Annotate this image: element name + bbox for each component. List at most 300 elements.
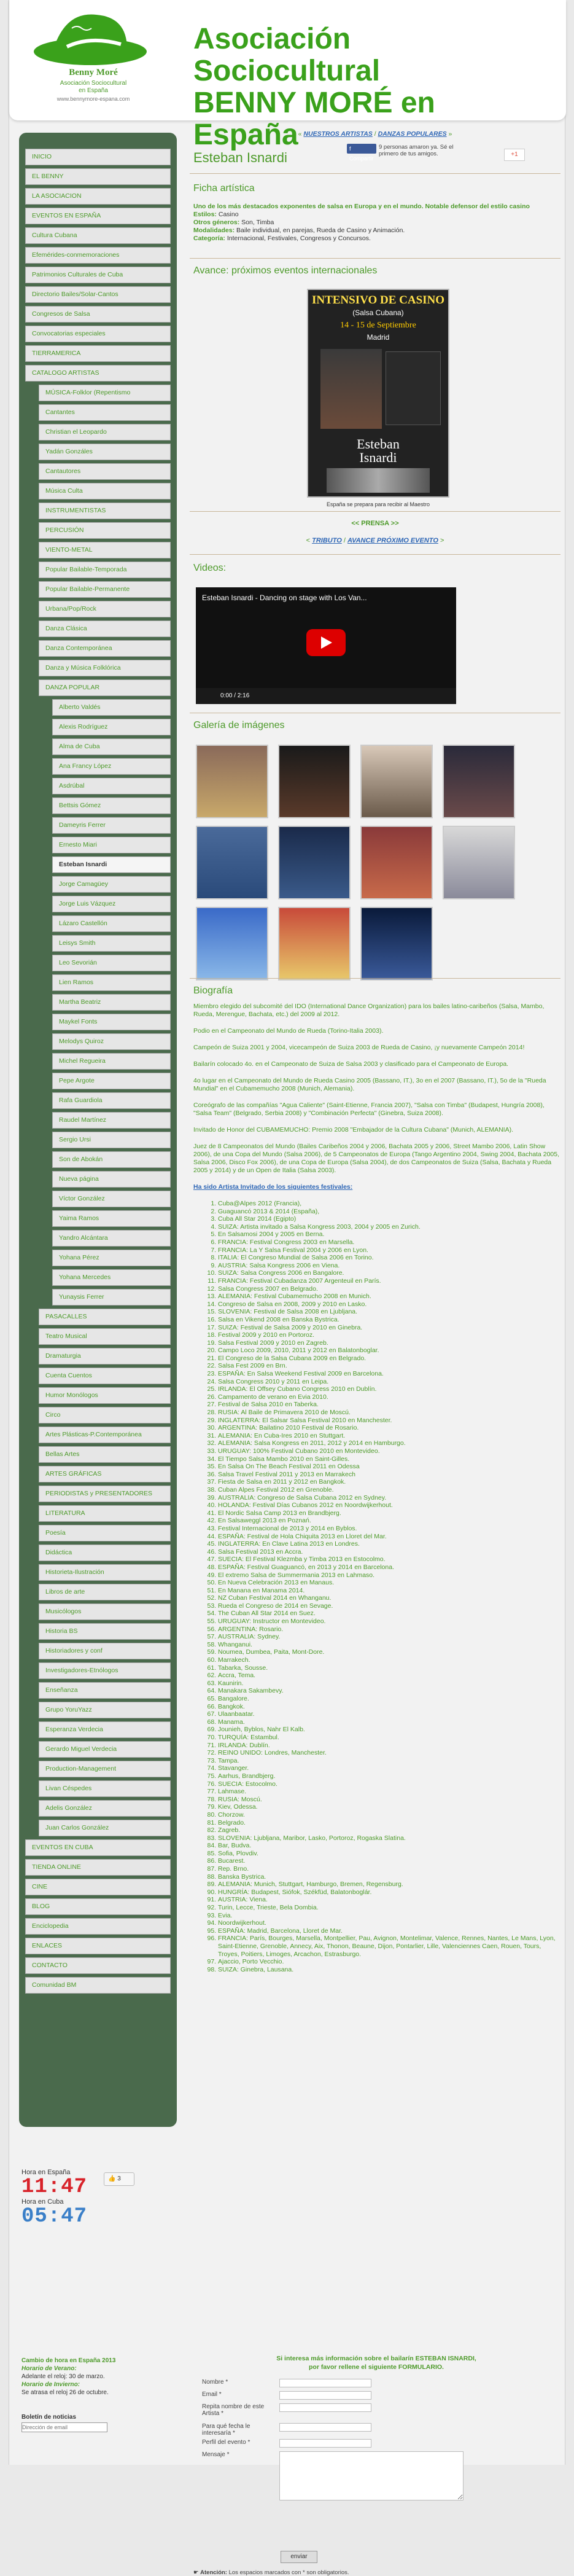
- newsletter-email-input[interactable]: [21, 2422, 107, 2432]
- sidebar-item[interactable]: Enciclopedia: [25, 1918, 171, 1935]
- sidebar-item[interactable]: Música Culta: [39, 483, 171, 499]
- clock-spain-label: Hora en España: [21, 2169, 71, 2176]
- ficha-modalidades-value: Baile individual, en parejas, Rueda de Casino y Animación.: [235, 227, 405, 234]
- form-field-input[interactable]: [279, 2439, 371, 2448]
- festival-item: 91. AUSTRIA: Viena.: [218, 1896, 559, 1904]
- sidebar-item[interactable]: Grupo YoruYazz: [39, 1702, 171, 1718]
- prensa-link[interactable]: << PRENSA >>: [351, 520, 399, 527]
- videos-title: Videos:: [193, 563, 227, 573]
- festival-item: 33. URUGUAY: 100% Festival Cubano 2010 en Montevideo.: [218, 1447, 559, 1455]
- festival-item: 42. En Salsaweggl 2013 en Poznań.: [218, 1517, 559, 1525]
- festival-item: 14. Congreso de Salsa en 2008, 2009 y 2010 en Lasko.: [218, 1301, 559, 1309]
- sidebar-item[interactable]: Dramaturgia: [39, 1348, 171, 1364]
- sidebar-item[interactable]: Libros de arte: [39, 1584, 171, 1600]
- ficha-generos: [193, 219, 537, 227]
- sidebar-item[interactable]: Popular Bailable-Permanente: [39, 581, 171, 598]
- bio-title: Biografía: [193, 985, 233, 996]
- breadcrumb-sep: /: [372, 130, 378, 138]
- sidebar-item[interactable]: Urbana/Pop/Rock: [39, 601, 171, 617]
- festival-item: 47. SUECIA: El Festival Klezmba y Timba 2013 en Estocolmo.: [218, 1556, 559, 1564]
- bio-paragraph: 4o lugar en el Campeonato del Mundo de Rueda Casino 2005 (Bassano, IT.), 3o en el 2007 (Bassano, IT.), 5o de la "Rueda Mundial" en el Cubamemucho 2008 (Munich, Alemania).: [193, 1077, 546, 1092]
- festival-item: 69. Jounieh, Byblos, Nahr El Kalb.: [218, 1726, 559, 1734]
- breadcrumb-link-artists[interactable]: NUESTROS ARTISTAS: [303, 130, 373, 138]
- festival-item: 88. Banska Bystrica.: [218, 1873, 559, 1881]
- sidebar-item[interactable]: Livan Céspedes: [39, 1780, 171, 1797]
- gallery-title: Galería de imágenes: [193, 720, 285, 730]
- form-note: [193, 2569, 349, 2576]
- tributo-link[interactable]: TRIBUTO: [312, 537, 342, 544]
- form-field-label: Repita nombre de este Artista *: [202, 2403, 265, 2417]
- sidebar-item[interactable]: Congresos de Salsa: [25, 306, 171, 323]
- sidebar-item[interactable]: PASACALLES: [39, 1309, 171, 1325]
- sidebar-item[interactable]: Leisys Smith: [52, 935, 171, 952]
- dst-info: [21, 2357, 175, 2397]
- festival-item: 56. ARGENTINA: Rosario.: [218, 1626, 559, 1634]
- newsletter-title: Boletín de noticias: [21, 2414, 76, 2421]
- sidebar-item[interactable]: Sergio Ursi: [52, 1132, 171, 1148]
- sidebar-item[interactable]: Yadán Gonzáles: [39, 444, 171, 460]
- festival-item: 67. Ulaanbaatar.: [218, 1710, 559, 1718]
- festival-item: 52. NZ Cuban Festival 2014 en Whanganu.: [218, 1594, 559, 1602]
- sidebar-item[interactable]: INICIO: [25, 149, 171, 165]
- sidebar-item[interactable]: Cultura Cubana: [25, 227, 171, 244]
- form-field-input[interactable]: [279, 2379, 371, 2387]
- sidebar-item[interactable]: TIERRAMERICA: [25, 345, 171, 362]
- festival-item: 7. FRANCIA: La Y Salsa Festival 2004 y 2006 en Lyon.: [218, 1247, 559, 1255]
- sidebar-item[interactable]: Didáctica: [39, 1544, 171, 1561]
- sidebar-item[interactable]: Lázaro Castellón: [52, 915, 171, 932]
- gallery-photo[interactable]: [443, 826, 515, 899]
- poster-city-skyline: [327, 468, 430, 493]
- poster-photo-couple: [320, 349, 382, 429]
- festival-item: 30. ARGENTINA: Bailatino 2010 Festival de Rosario.: [218, 1424, 559, 1432]
- festival-item: 11. FRANCIA: Festival Cubadanza 2007 Argenteuil en París.: [218, 1277, 559, 1285]
- sidebar-item[interactable]: Yaima Ramos: [52, 1210, 171, 1227]
- festivals-heading: Ha sido Artista Invitado de los siguientes festivales:: [193, 1183, 353, 1191]
- sidebar-item[interactable]: Teatro Musical: [39, 1328, 171, 1345]
- festival-item: 10. SUIZA: Salsa Congress 2006 en Bangalore.: [218, 1269, 559, 1277]
- video-time: 0:00 / 2:16: [220, 692, 250, 699]
- festival-item: 9. AUSTRIA: Salsa Kongress 2006 en Viena.: [218, 1262, 559, 1270]
- video-controls[interactable]: [196, 688, 456, 704]
- festival-item: 75. Aarhus, Brandbjerg.: [218, 1772, 559, 1780]
- festival-item: 57. AUSTRALIA: Sydney.: [218, 1633, 559, 1641]
- sidebar-item[interactable]: Jorge Luis Vázquez: [52, 896, 171, 912]
- festival-item: 36. Salsa Travel Festival 2011 y 2013 en Marrakech: [218, 1471, 559, 1479]
- sidebar-item[interactable]: CINE: [25, 1879, 171, 1895]
- send-button[interactable]: enviar: [281, 2551, 317, 2563]
- clock-spain-time: 11:47: [21, 2175, 88, 2199]
- sidebar-item[interactable]: Yunaysis Ferrer: [52, 1289, 171, 1306]
- festival-item: 37. Fiesta de Salsa en 2011 y 2012 en Bangkok.: [218, 1478, 559, 1486]
- festival-item: 84. Bar, Budva.: [218, 1842, 559, 1850]
- form-field-label: Perfil del evento *: [202, 2439, 250, 2446]
- facebook-icon: f: [349, 146, 351, 152]
- ficha-estilos-value: Casino: [216, 211, 239, 218]
- divider: [190, 258, 560, 259]
- sidebar-item[interactable]: Comunidad BM: [25, 1977, 171, 1994]
- poster-name: [308, 437, 448, 464]
- sidebar-item[interactable]: LA ASOCIACION: [25, 188, 171, 205]
- sidebar-item[interactable]: Investigadores-Etnólogos: [39, 1662, 171, 1679]
- sidebar-item[interactable]: Historiadores y conf: [39, 1643, 171, 1659]
- ficha-categoria: [193, 235, 537, 243]
- festivals-list: [193, 1200, 559, 1973]
- festival-item: 50. En Nueva Celebración 2013 en Manaus.: [218, 1579, 559, 1587]
- festival-item: 6. FRANCIA: Festival Congress 2003 en Marsella.: [218, 1239, 559, 1247]
- festival-item: 77. Lahmase.: [218, 1788, 559, 1796]
- video-player[interactable]: [196, 587, 456, 704]
- festival-item: 83. SLOVENIA: Ljubljana, Maribor, Lasko, Portoroz, Rogaska Slatina.: [218, 1834, 559, 1842]
- sidebar-item[interactable]: MÚSICA-Folklor (Repentismo: [39, 385, 171, 401]
- form-heading: Si interesa más información sobre el bailarín ESTEBAN ISNARDI,: [276, 2355, 476, 2362]
- sidebar-item[interactable]: Enseñanza: [39, 1682, 171, 1699]
- sidebar-item[interactable]: Melodys Quiroz: [52, 1033, 171, 1050]
- divider: [190, 978, 560, 979]
- bio-paragraph: Invitado de Honor del CUBAMEMUCHO: Premio 2008 "Embajador de la Cultura Cubana" (Munich, ALEMANIA).: [193, 1126, 514, 1133]
- sidebar-item[interactable]: Adelis González: [39, 1800, 171, 1817]
- festival-item: 94. Noordwijkerhout.: [218, 1919, 559, 1927]
- ficha-title: Ficha artística: [193, 183, 255, 194]
- festival-item: 40. HOLANDA: Festival Días Cubanos 2012 en Noordwijkerhout.: [218, 1501, 559, 1509]
- bio-paragraph: Coreógrafo de las compañías "Agua Caliente" (Saint-Etienne, Francia 2007), "Salsa con Timba" (Budapest, Hungría 2008), "Salsa Team" (Belgrado, Serbia 2008) y "Combinación Perfecta" (Ginebra, Suiza 2008).: [193, 1102, 545, 1117]
- sidebar-item[interactable]: EVENTOS EN ESPAÑA: [25, 208, 171, 224]
- page: [9, 0, 565, 2576]
- contact-form: [193, 2354, 559, 2576]
- festival-item: 13. ALEMANIA: Festival Cubamemucho 2008 en Munich.: [218, 1293, 559, 1301]
- sidebar-item[interactable]: EL BENNY: [25, 168, 171, 185]
- sidebar-item[interactable]: ARTES GRÁFICAS: [39, 1466, 171, 1482]
- sidebar-item[interactable]: Christian el Leopardo: [39, 424, 171, 440]
- clock-cuba-time: 05:47: [21, 2205, 88, 2228]
- facebook-share-button[interactable]: [347, 144, 376, 162]
- sidebar-item[interactable]: Alma de Cuba: [52, 738, 171, 755]
- festival-item: 73. Tampa.: [218, 1757, 559, 1765]
- poster-caption: España se prepara para recibir al Maestro: [326, 501, 430, 507]
- form-field-input[interactable]: [279, 2391, 371, 2400]
- sidebar-item[interactable]: Esperanza Verdecia: [39, 1721, 171, 1738]
- festival-item: 51. En Manana en Manama 2014.: [218, 1587, 559, 1595]
- logo-subtitle: Asociación Sociocultural: [60, 80, 127, 87]
- poster-name-first: Esteban: [357, 436, 400, 452]
- festival-item: 55. URUGUAY: Instructor en Montevideo.: [218, 1618, 559, 1626]
- facebook-share-text: 9 personas amaron ya. Sé el primero de tus amigos.: [379, 144, 454, 157]
- festival-item: 93. Evia.: [218, 1912, 559, 1920]
- festival-item: 87. Rep. Brno.: [218, 1865, 559, 1873]
- dst-summer-text: Adelante el reloj: 30 de marzo.: [21, 2373, 105, 2380]
- gallery-photo[interactable]: [278, 745, 351, 818]
- gallery-photo[interactable]: [443, 745, 515, 818]
- festival-item: 1. Cuba@Alpes 2012 (Francia),: [218, 1200, 559, 1208]
- festival-item: 15. SLOVENIA: Festival de Salsa 2008 en Ljubljana.: [218, 1308, 559, 1316]
- form-field-label: Nombre *: [202, 2379, 228, 2386]
- sidebar-item[interactable]: Víctor González: [52, 1191, 171, 1207]
- festival-item: 96. FRANCIA: París, Bourges, Marsella, Montpellier, Pau, Avignon, Montelimar, Valence, Rennes, Nantes, Le Mans, Lyon, Saint-Etienne, Grenoble, Annecy, Aix, Thonon, Beaune, Dijon, Pontarlier, Lille, Valenciennes Caen, Rouen, Tours, Troyes, Poitiers, Limoges, Arcachon, Estrasburgo.: [218, 1935, 559, 1958]
- sidebar-item[interactable]: Circo: [39, 1407, 171, 1423]
- festival-item: 89. ALEMANIA: Munich, Stuttgart, Hamburgo, Bremen, Regensburg.: [218, 1881, 559, 1889]
- sidebar-item[interactable]: Nueva página: [52, 1171, 171, 1188]
- festival-item: 82. Zagreb.: [218, 1826, 559, 1834]
- gallery-photo[interactable]: [278, 826, 351, 899]
- festival-item: 34. El Tiempo Salsa Mambo 2010 en Saint-Gilles.: [218, 1455, 559, 1463]
- facebook-share-label: Compartir: [349, 155, 374, 162]
- info-icon: ☛: [193, 2569, 201, 2576]
- form-field-input[interactable]: [279, 2451, 463, 2500]
- clock-spain: [21, 2169, 175, 2198]
- form-field-input[interactable]: [279, 2423, 371, 2432]
- bio-paragraph: Campeón de Suiza 2001 y 2004, vicecampeón de Suiza 2003 de Rueda de Casino, ¡y nuevamente Campeón 2014!: [193, 1044, 525, 1051]
- festival-item: 12. Salsa Congress 2007 en Belgrado.: [218, 1285, 559, 1293]
- form-field-input[interactable]: [279, 2403, 371, 2412]
- festival-item: 70. TURQUÍA: Estambul.: [218, 1734, 559, 1742]
- gallery-photo[interactable]: [360, 907, 433, 981]
- festival-item: 48. ESPAÑA: Festival Guaguancó, en 2013 y 2014 en Barcelona.: [218, 1564, 559, 1572]
- sidebar-item[interactable]: BLOG: [25, 1898, 171, 1915]
- festival-item: 79. Kiev, Odessa.: [218, 1803, 559, 1811]
- sidebar-item[interactable]: ENLACES: [25, 1938, 171, 1954]
- festival-item: 59. Noumea, Dumbea, Paita, Mont-Dore.: [218, 1648, 559, 1656]
- tributo-sep: /: [341, 537, 347, 544]
- sidebar-item[interactable]: CATALOGO ARTISTAS: [25, 365, 171, 382]
- festival-item: 45. INGLATERRA: En Clave Latina 2013 en Londres.: [218, 1540, 559, 1548]
- festival-item: 18. Festival 2009 y 2010 en Portoroz.: [218, 1331, 559, 1339]
- festival-item: 43. Festival Internacional de 2013 y 2014 en Byblos.: [218, 1525, 559, 1533]
- festival-item: 81. Belgrado.: [218, 1819, 559, 1827]
- sidebar-item[interactable]: Convocatorias especiales: [25, 326, 171, 342]
- dst-winter-text: Se atrasa el reloj 26 de octubre.: [21, 2389, 109, 2396]
- sidebar-item[interactable]: Son de Abokán: [52, 1151, 171, 1168]
- sidebar-item[interactable]: Leo Sevorián: [52, 955, 171, 971]
- sidebar-item[interactable]: Rafa Guardiola: [52, 1092, 171, 1109]
- sidebar-item[interactable]: Musicólogos: [39, 1603, 171, 1620]
- form-note-label: Atención:: [200, 2569, 227, 2576]
- poster-date: 14 - 15 de Septiembre: [340, 321, 416, 330]
- sidebar-item[interactable]: Humor Monólogos: [39, 1387, 171, 1404]
- dst-title: Cambio de hora en España 2013: [21, 2357, 116, 2364]
- sidebar-item[interactable]: Bellas Artes: [39, 1446, 171, 1463]
- sidebar-item[interactable]: Danza y Música Folklórica: [39, 660, 171, 676]
- dst-winter-label: Horario de Invierno:: [21, 2381, 80, 2388]
- festival-item: 16. Salsa en Vikend 2008 en Banska Bystrica.: [218, 1316, 559, 1324]
- avance-title: Avance: próximos eventos internacionales: [193, 265, 378, 276]
- play-icon[interactable]: [306, 629, 346, 656]
- ficha-categoria-value: Internacional, Festivales, Congresos y Concursos.: [225, 235, 371, 242]
- event-poster[interactable]: [307, 289, 449, 507]
- festival-item: 44. ESPAÑA: Festival de Hola Chiquita 2013 en Lloret del Mar.: [218, 1533, 559, 1541]
- sidebar-item[interactable]: Pepe Argote: [52, 1073, 171, 1089]
- clock-cuba-label: Hora en Cuba: [21, 2198, 64, 2206]
- sidebar-item[interactable]: Historia BS: [39, 1623, 171, 1640]
- site-logo[interactable]: [29, 4, 158, 118]
- festival-item: 29. INGLATERRA: El Salsar Salsa Festival 2010 en Manchester.: [218, 1417, 559, 1425]
- festival-item: 46. Salsa Festival 2013 en Accra.: [218, 1548, 559, 1556]
- sidebar-item[interactable]: Michel Regueira: [52, 1053, 171, 1070]
- breadcrumb-open: «: [298, 130, 304, 138]
- festival-item: 64. Manakara Sakambevy.: [218, 1687, 559, 1695]
- gallery-photo[interactable]: [196, 745, 268, 818]
- festival-item: 53. Rueda el Congreso de 2014 en Sevage.: [218, 1602, 559, 1610]
- festival-item: 90. HUNGRÍA: Budapest, Siófok, Székfüd, Balatonboglár.: [218, 1889, 559, 1897]
- breadcrumb-close: »: [446, 130, 452, 138]
- sidebar-item[interactable]: Historieta-Ilustración: [39, 1564, 171, 1581]
- like-button[interactable]: [104, 2172, 134, 2186]
- sidebar-item[interactable]: EVENTOS EN CUBA: [25, 1839, 171, 1856]
- sidebar-item[interactable]: TIENDA ONLINE: [25, 1859, 171, 1876]
- gallery-photo[interactable]: [196, 826, 268, 899]
- ficha-estilos: [193, 211, 537, 219]
- bio-paragraphs: [193, 1003, 559, 1175]
- bio-paragraph: Miembro elegido del subcomité del IDO (International Dance Organization) para los bailes latino-caribeños (Salsa, Mambo, Rueda, Merengue, Bachata, etc.) del 2009 al 2012.: [193, 1003, 545, 1018]
- sidebar-item[interactable]: Cantantes: [39, 404, 171, 421]
- poster-title: INTENSIVO DE CASINO: [311, 294, 445, 307]
- sidebar-item[interactable]: Asdrúbal: [52, 778, 171, 794]
- bio-paragraph: Bailarín colocado 4o. en el Campeonato de Suiza de Salsa 2003 y clasificado para el Campeonato de Europa.: [193, 1060, 509, 1068]
- festival-item: 23. ESPAÑA: En Salsa Weekend Festival 2009 en Barcelona.: [218, 1370, 559, 1378]
- bio-paragraph: Podio en el Campeonato del Mundo de Rueda (Torino-Italia 2003).: [193, 1027, 384, 1035]
- sidebar-item[interactable]: Martha Beatriz: [52, 994, 171, 1011]
- clock-cuba: [21, 2198, 175, 2228]
- divider: [190, 511, 560, 512]
- ficha-estilos-label: Estilos:: [193, 211, 217, 218]
- sidebar-widgets: [21, 2169, 175, 2432]
- festival-item: 71. IRLANDA: Dublín.: [218, 1742, 559, 1750]
- ficha-modalidades: [193, 227, 537, 235]
- festival-item: 95. ESPAÑA: Madrid, Barcelona, Lloret de Mar.: [218, 1927, 559, 1935]
- festival-item: 39. AUSTRALIA: Congreso de Salsa Cubana 2012 en Sydney.: [218, 1494, 559, 1502]
- gallery-photo[interactable]: [360, 745, 433, 818]
- sidebar-item[interactable]: Artes Plásticas-P.Contemporánea: [39, 1427, 171, 1443]
- sidebar-item[interactable]: Esteban Isnardi: [52, 856, 171, 873]
- google-plus-button[interactable]: +1: [504, 149, 525, 161]
- form-field-label: Mensaje *: [202, 2451, 230, 2458]
- sidebar-item[interactable]: Danza Clásica: [39, 621, 171, 637]
- divider: [190, 554, 560, 555]
- poster-city: Madrid: [367, 333, 390, 342]
- poster-schedule: [386, 351, 441, 425]
- like-count: 3: [117, 2175, 121, 2182]
- ficha-modalidades-label: Modalidades:: [193, 227, 235, 234]
- sidebar-item[interactable]: Alberto Valdés: [52, 699, 171, 716]
- festival-item: 5. En Salsamosi 2004 y 2005 en Berna.: [218, 1231, 559, 1239]
- poster-name-last: Isnardi: [359, 450, 397, 465]
- tributo-open: <: [306, 537, 312, 544]
- festival-item: 31. ALEMANIA: En Cuba-Ires 2010 en Stuttgart.: [218, 1432, 559, 1440]
- breadcrumb-link-danzas[interactable]: DANZAS POPULARES: [378, 130, 447, 138]
- tributo-close: >: [438, 537, 444, 544]
- page-title: Esteban Isnardi: [193, 150, 287, 165]
- thumb-icon: 👍: [108, 2175, 116, 2182]
- festival-item: 61. Tabarka, Sousse.: [218, 1664, 559, 1672]
- festival-item: 72. REINO UNIDO: Londres, Manchester.: [218, 1749, 559, 1757]
- avance-link[interactable]: AVANCE PRÓXIMO EVENTO: [347, 537, 438, 544]
- sidebar-item[interactable]: LITERATURA: [39, 1505, 171, 1522]
- festival-item: 26. Campamento de verano en Evia 2010.: [218, 1393, 559, 1401]
- sidebar-item[interactable]: INSTRUMENTISTAS: [39, 503, 171, 519]
- gallery-photo[interactable]: [360, 826, 433, 899]
- festival-item: 24. Salsa Congress 2010 y 2011 en Leipa.: [218, 1378, 559, 1386]
- festival-item: 85. Sofia, Plovdiv.: [218, 1850, 559, 1858]
- form-field-label: Para qué fecha le interesaría *: [202, 2423, 250, 2437]
- form-field-label: Email *: [202, 2391, 222, 2398]
- festival-item: 66. Bangkok.: [218, 1703, 559, 1711]
- festival-item: 3. Cuba All Star 2014 (Egipto): [218, 1215, 559, 1223]
- logo-url: www.bennymore-espana.com: [56, 96, 130, 102]
- site-title-line-1: Asociación Sociocultural: [193, 23, 381, 87]
- logo-name: Benny Moré: [69, 68, 118, 77]
- sidebar-item[interactable]: Alexis Rodríguez: [52, 719, 171, 735]
- sidebar-item[interactable]: Juan Carlos González: [39, 1820, 171, 1836]
- sidebar-nav: [19, 133, 177, 2127]
- sidebar-item[interactable]: Ana Francy López: [52, 758, 171, 775]
- sidebar-item[interactable]: Patrimonios Culturales de Cuba: [25, 267, 171, 283]
- biography: [193, 1003, 559, 1973]
- festival-item: 97. Ajaccio, Porto Vecchio.: [218, 1958, 559, 1966]
- sidebar-item[interactable]: Efemérides-conmemoraciones: [25, 247, 171, 264]
- dst-summer-label: Horario de Verano:: [21, 2365, 77, 2372]
- sidebar-item[interactable]: Production-Management: [39, 1761, 171, 1777]
- sidebar-item[interactable]: Ernesto Miari: [52, 837, 171, 853]
- festival-item: 19. Salsa Festival 2009 y 2010 en Zagreb.: [218, 1339, 559, 1347]
- festival-item: 25. IRLANDA: El Offsey Cubano Congress 2010 en Dublín.: [218, 1385, 559, 1393]
- sidebar-item[interactable]: Cuenta Cuentos: [39, 1368, 171, 1384]
- ficha-generos-label: Otros géneros:: [193, 219, 240, 226]
- ficha-categoria-label: Categoría:: [193, 235, 225, 242]
- festival-item: 74. Stavanger.: [218, 1764, 559, 1772]
- festival-item: 80. Chorzow.: [218, 1811, 559, 1819]
- newsletter: [21, 2414, 175, 2432]
- ficha-intro: Uno de los más destacados exponentes de salsa en Europa y en el mundo. Notable defensor del estilo casino: [193, 203, 530, 210]
- sidebar-item[interactable]: PERCUSIÓN: [39, 522, 171, 539]
- bio-paragraph: Juez de 8 Campeonatos del Mundo (Bailes Caribeños 2004 y 2006, Bachata 2005 y 2006, Street Mambo 2006, Latin Show 2006), de una Copa del Mundo (Salsa 2006), de 5 Campeonatos de Europa (Tango Argentino 2004, Swing 2004, Bachata 2005, Salsa 2006, Disco Fox 2006), de una Copa de Europa (Salsa 2004), de dos Campeonatos de Suiza (Salsa, Bachata y Rueda 2005 y 2014) y de un Open de Italia (Salsa 2003).: [193, 1143, 560, 1174]
- sidebar-item[interactable]: Dameyris Ferrer: [52, 817, 171, 834]
- sidebar-item[interactable]: Jorge Camagüey: [52, 876, 171, 893]
- festival-item: 98. SUIZA: Ginebra, Lausana.: [218, 1966, 559, 1974]
- ficha-body: [193, 203, 537, 243]
- sidebar-item[interactable]: Yohana Mercedes: [52, 1269, 171, 1286]
- sidebar-item[interactable]: Lien Ramos: [52, 974, 171, 991]
- sidebar-item[interactable]: CONTACTO: [25, 1957, 171, 1974]
- sidebar-item[interactable]: Yandro Alcántara: [52, 1230, 171, 1247]
- gallery-photo[interactable]: [196, 907, 268, 981]
- hat-logo-icon: [29, 4, 158, 77]
- sidebar-item[interactable]: DANZA POPULAR: [39, 679, 171, 696]
- sidebar-item[interactable]: Danza Contemporánea: [39, 640, 171, 657]
- sidebar-item[interactable]: Directorio Bailes/Solar-Cantos: [25, 286, 171, 303]
- gallery-photo[interactable]: [278, 907, 351, 981]
- festival-item: 92. Turin, Lecce, Trieste, Bela Dombia.: [218, 1904, 559, 1912]
- sidebar-item[interactable]: Bettsis Gómez: [52, 797, 171, 814]
- form-heading-2: por favor rellene el siguiente FORMULARIO.: [309, 2363, 444, 2371]
- logo-subtitle-2: en España: [79, 87, 108, 94]
- sidebar-item[interactable]: Gerardo Miguel Verdecia: [39, 1741, 171, 1758]
- festival-item: 21. El Congreso de la Salsa Cubana 2009 en Belgrado.: [218, 1355, 559, 1363]
- main-content: [187, 130, 563, 2576]
- festival-item: 78. RUSIA: Moscú.: [218, 1796, 559, 1804]
- festival-item: 22. Salsa Fest 2009 en Brn.: [218, 1362, 559, 1370]
- sidebar-item[interactable]: Popular Bailable-Temporada: [39, 562, 171, 578]
- sidebar-item[interactable]: PERIODISTAS y PRESENTADORES: [39, 1486, 171, 1502]
- festival-item: 20. Campo Loco 2009, 2010, 2011 y 2012 en Balatonboglar.: [218, 1347, 559, 1355]
- festival-item: 62. Accra, Tema.: [218, 1672, 559, 1680]
- festival-item: 65. Bangalore.: [218, 1695, 559, 1703]
- sidebar-item[interactable]: Cantautores: [39, 463, 171, 480]
- ficha-generos-value: Son, Timba: [239, 219, 274, 226]
- sidebar-item[interactable]: VIENTO-METAL: [39, 542, 171, 558]
- sidebar-item[interactable]: Yohana Pérez: [52, 1250, 171, 1266]
- sidebar-item[interactable]: Poesía: [39, 1525, 171, 1541]
- sidebar-item[interactable]: Maykel Fonts: [52, 1014, 171, 1030]
- sidebar-item[interactable]: Raudel Martínez: [52, 1112, 171, 1129]
